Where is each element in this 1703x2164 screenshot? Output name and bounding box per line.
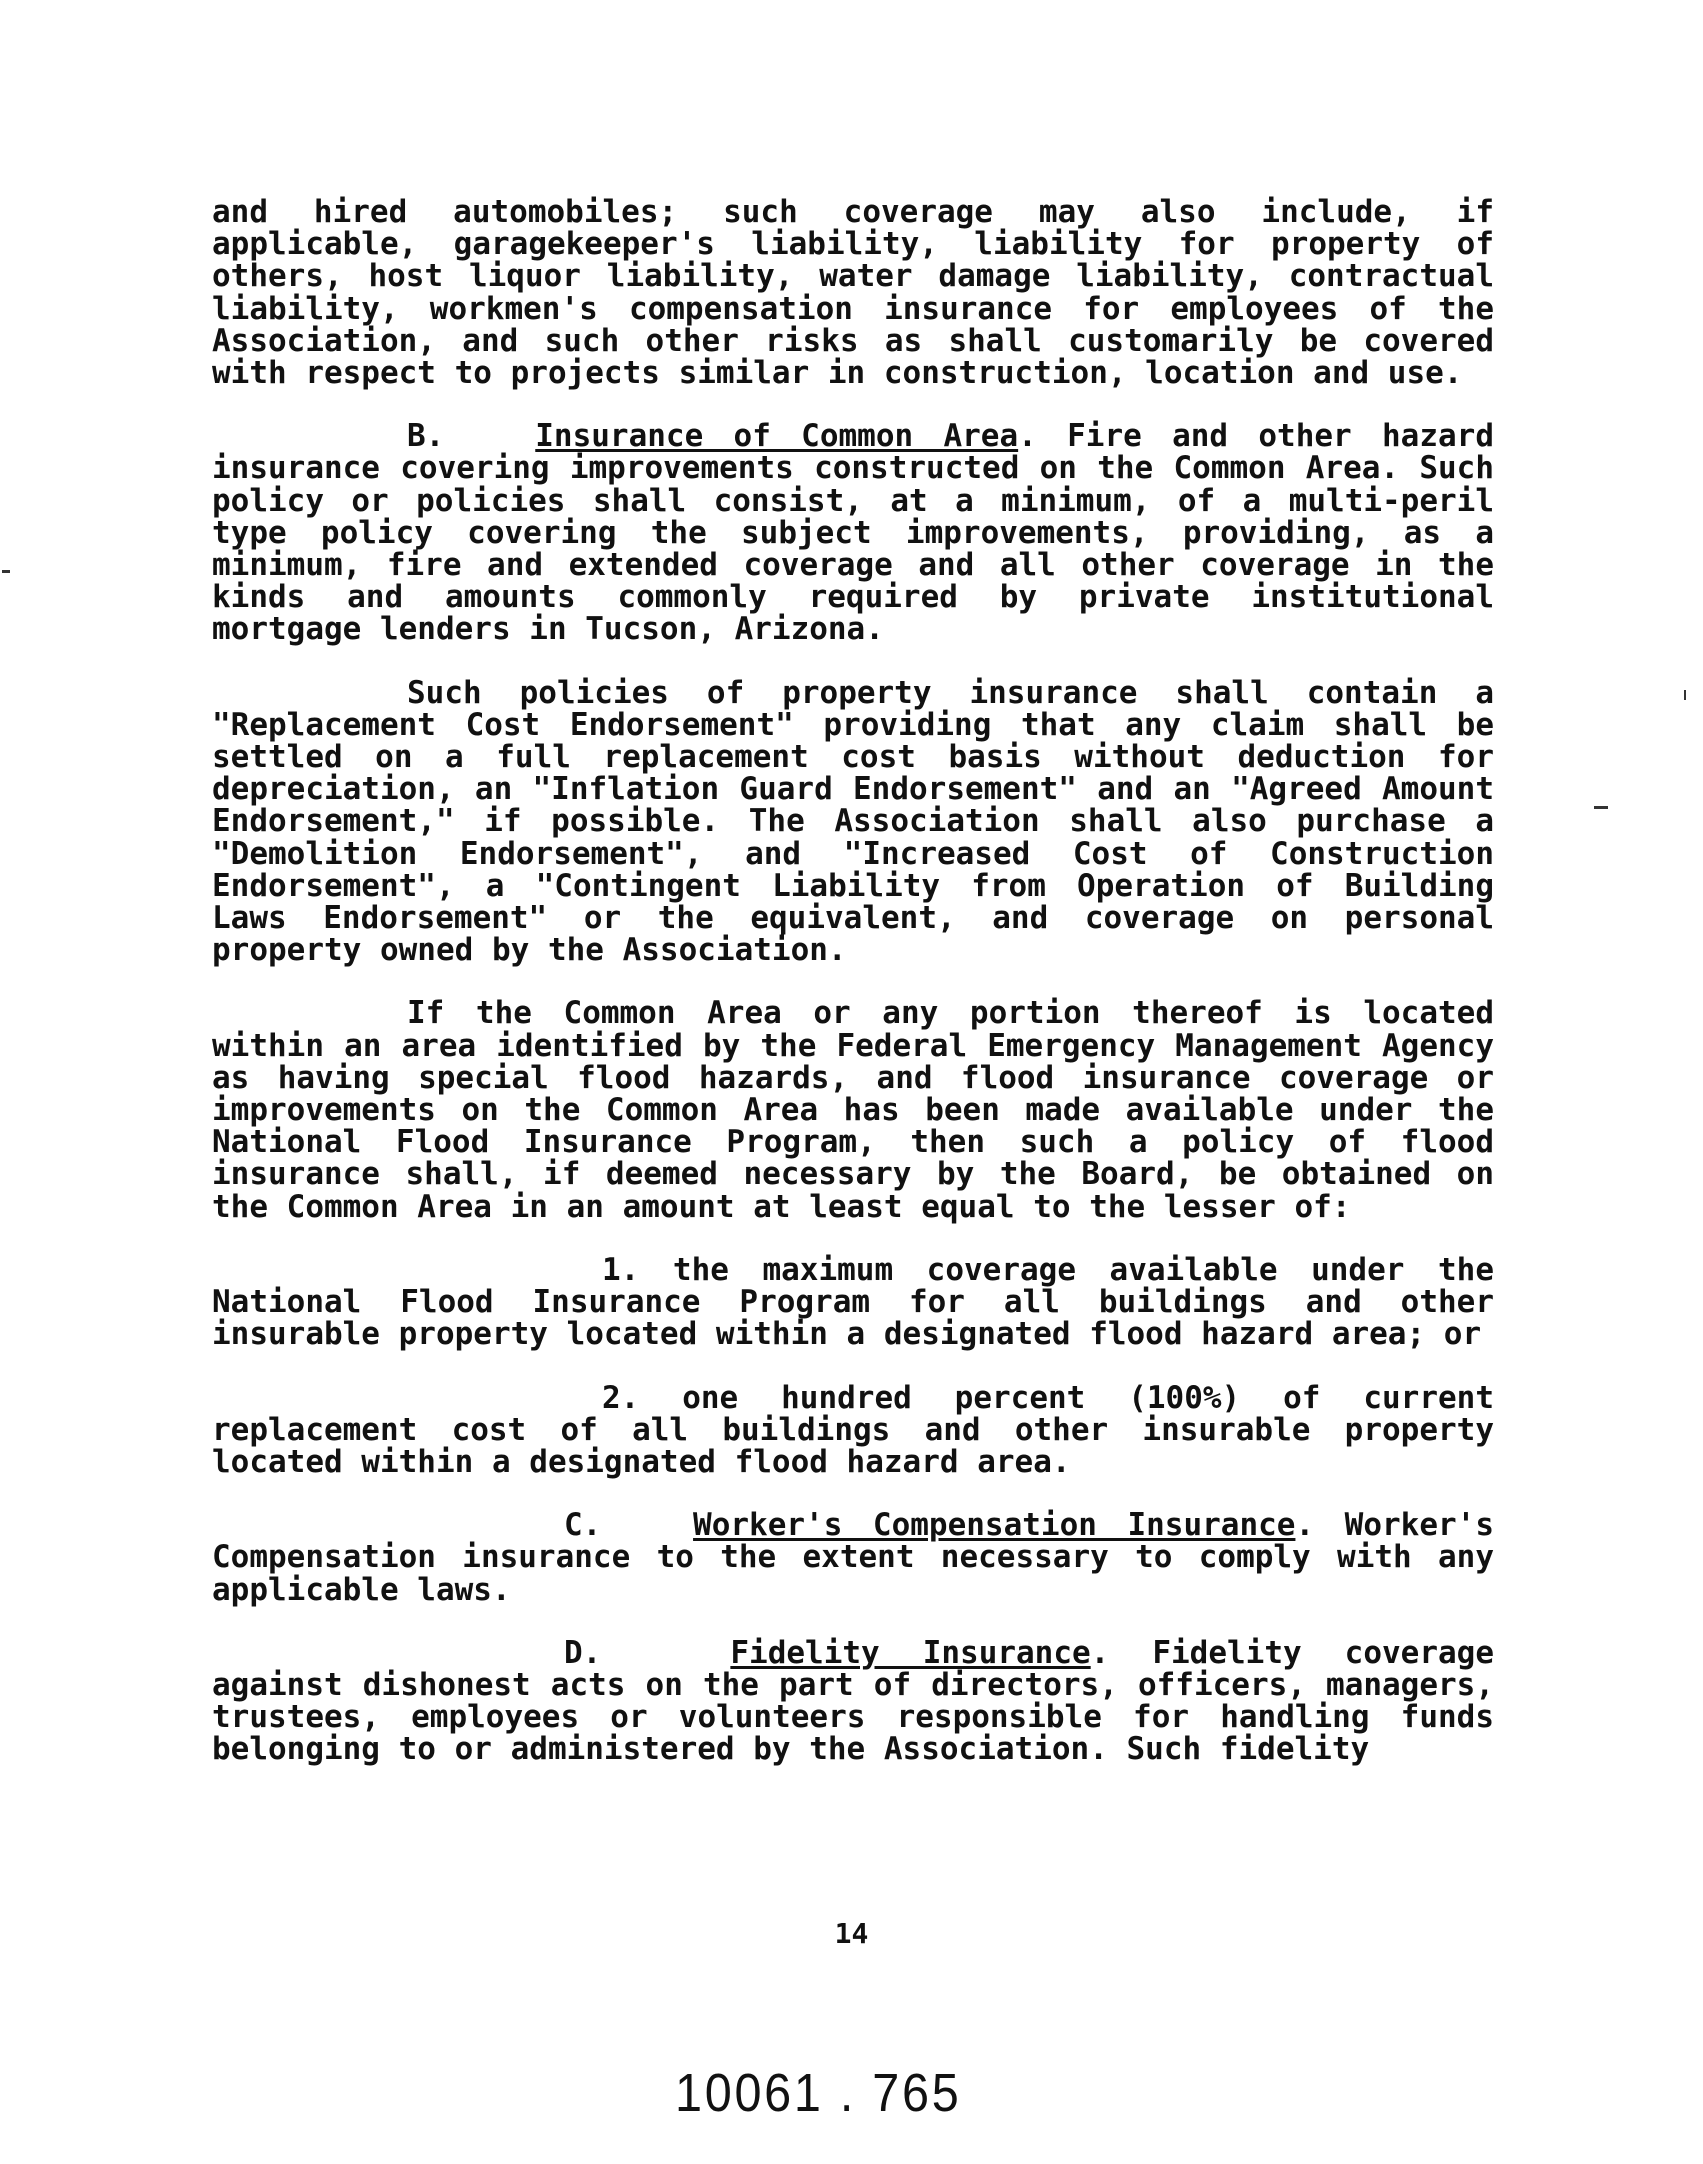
section-b-body: . Fire and other hazard insurance covering improvements constructed on the Common Area. Such policy or policies shall consist, at a minimum, of a multi-peril type policy covering the subject improvements, providing, as a minimum, fire and extended coverage and all other coverage in the kinds and amounts commonly required by private institutional mortgage lenders in Tucson, Arizona. — [212, 418, 1494, 648]
document-number: 10061 . 765 — [675, 2063, 962, 2123]
section-b-letter: B. — [407, 418, 445, 455]
flood-paragraph: If the Common Area or any portion thereof is located within an area identified by the Federal Emergency Management Agency as having special flood hazards, and flood insurance coverage or improvements on the Common Area has been made available under the National Flood Insurance Program, then such a policy of flood insurance shall, if deemed necessary by the Board, be obtained on the Common Area in an amount at least equal to the lesser of: — [212, 995, 1494, 1225]
scan-speck — [1594, 806, 1608, 809]
flood-item-1: 1. the maximum coverage available under the National Flood Insurance Program for all buildings and other insurable property located within a designated flood hazard area; or — [212, 1251, 1494, 1353]
section-b-heading: Insurance of Common Area — [535, 418, 1019, 455]
section-c-body: . Worker's Compensation insurance to the extent necessary to comply with any applicable laws. — [212, 1507, 1494, 1608]
document-body — [212, 196, 1494, 1797]
section-d-heading: Fidelity Insurance — [730, 1634, 1091, 1671]
section-c-letter: C. — [564, 1507, 602, 1544]
section-c-heading: Worker's Compensation Insurance — [693, 1507, 1296, 1544]
section-d-body: . Fidelity coverage against dishonest acts on the part of directors, officers, managers, trustees, employees or volunteers responsible for handling funds belonging to or administered by the Association. Such fidelity — [212, 1634, 1494, 1768]
section-d-paragraph — [212, 1634, 1494, 1768]
section-c-paragraph — [212, 1509, 1494, 1606]
section-d-letter: D. — [564, 1634, 602, 1671]
scan-speck — [2, 570, 10, 573]
page-number: 14 — [834, 1917, 869, 1950]
replacement-cost-paragraph: Such policies of property insurance shall contain a "Replacement Cost Endorsement" providing that any claim shall be settled on a full replacement cost basis without deduction for depreciation, an "Inflation Guard Endorsement" and an "Agreed Amount Endorsement," if possible. The Association shall also purchase a "Demolition Endorsement", and "Increased Cost of Construction Endorsement", a "Contingent Liability from Operation of Building Laws Endorsement" or the equivalent, and coverage on personal property owned by the Association. — [212, 674, 1494, 969]
flood-item-2: 2. one hundred percent (100%) of current replacement cost of all buildings and other insurable property located within a designated flood hazard area. — [212, 1379, 1494, 1480]
section-b-paragraph — [212, 418, 1494, 648]
scan-speck — [1684, 690, 1686, 700]
continuation-paragraph: and hired automobiles; such coverage may also include, if applicable, garagekeeper's liability, liability for property of others, host liquor liability, water damage liability, contractual liability, workmen's compensation insurance for employees of the Association, and such other risks as shall customarily be covered with respect to projects similar in construction, location and use. — [212, 194, 1494, 392]
